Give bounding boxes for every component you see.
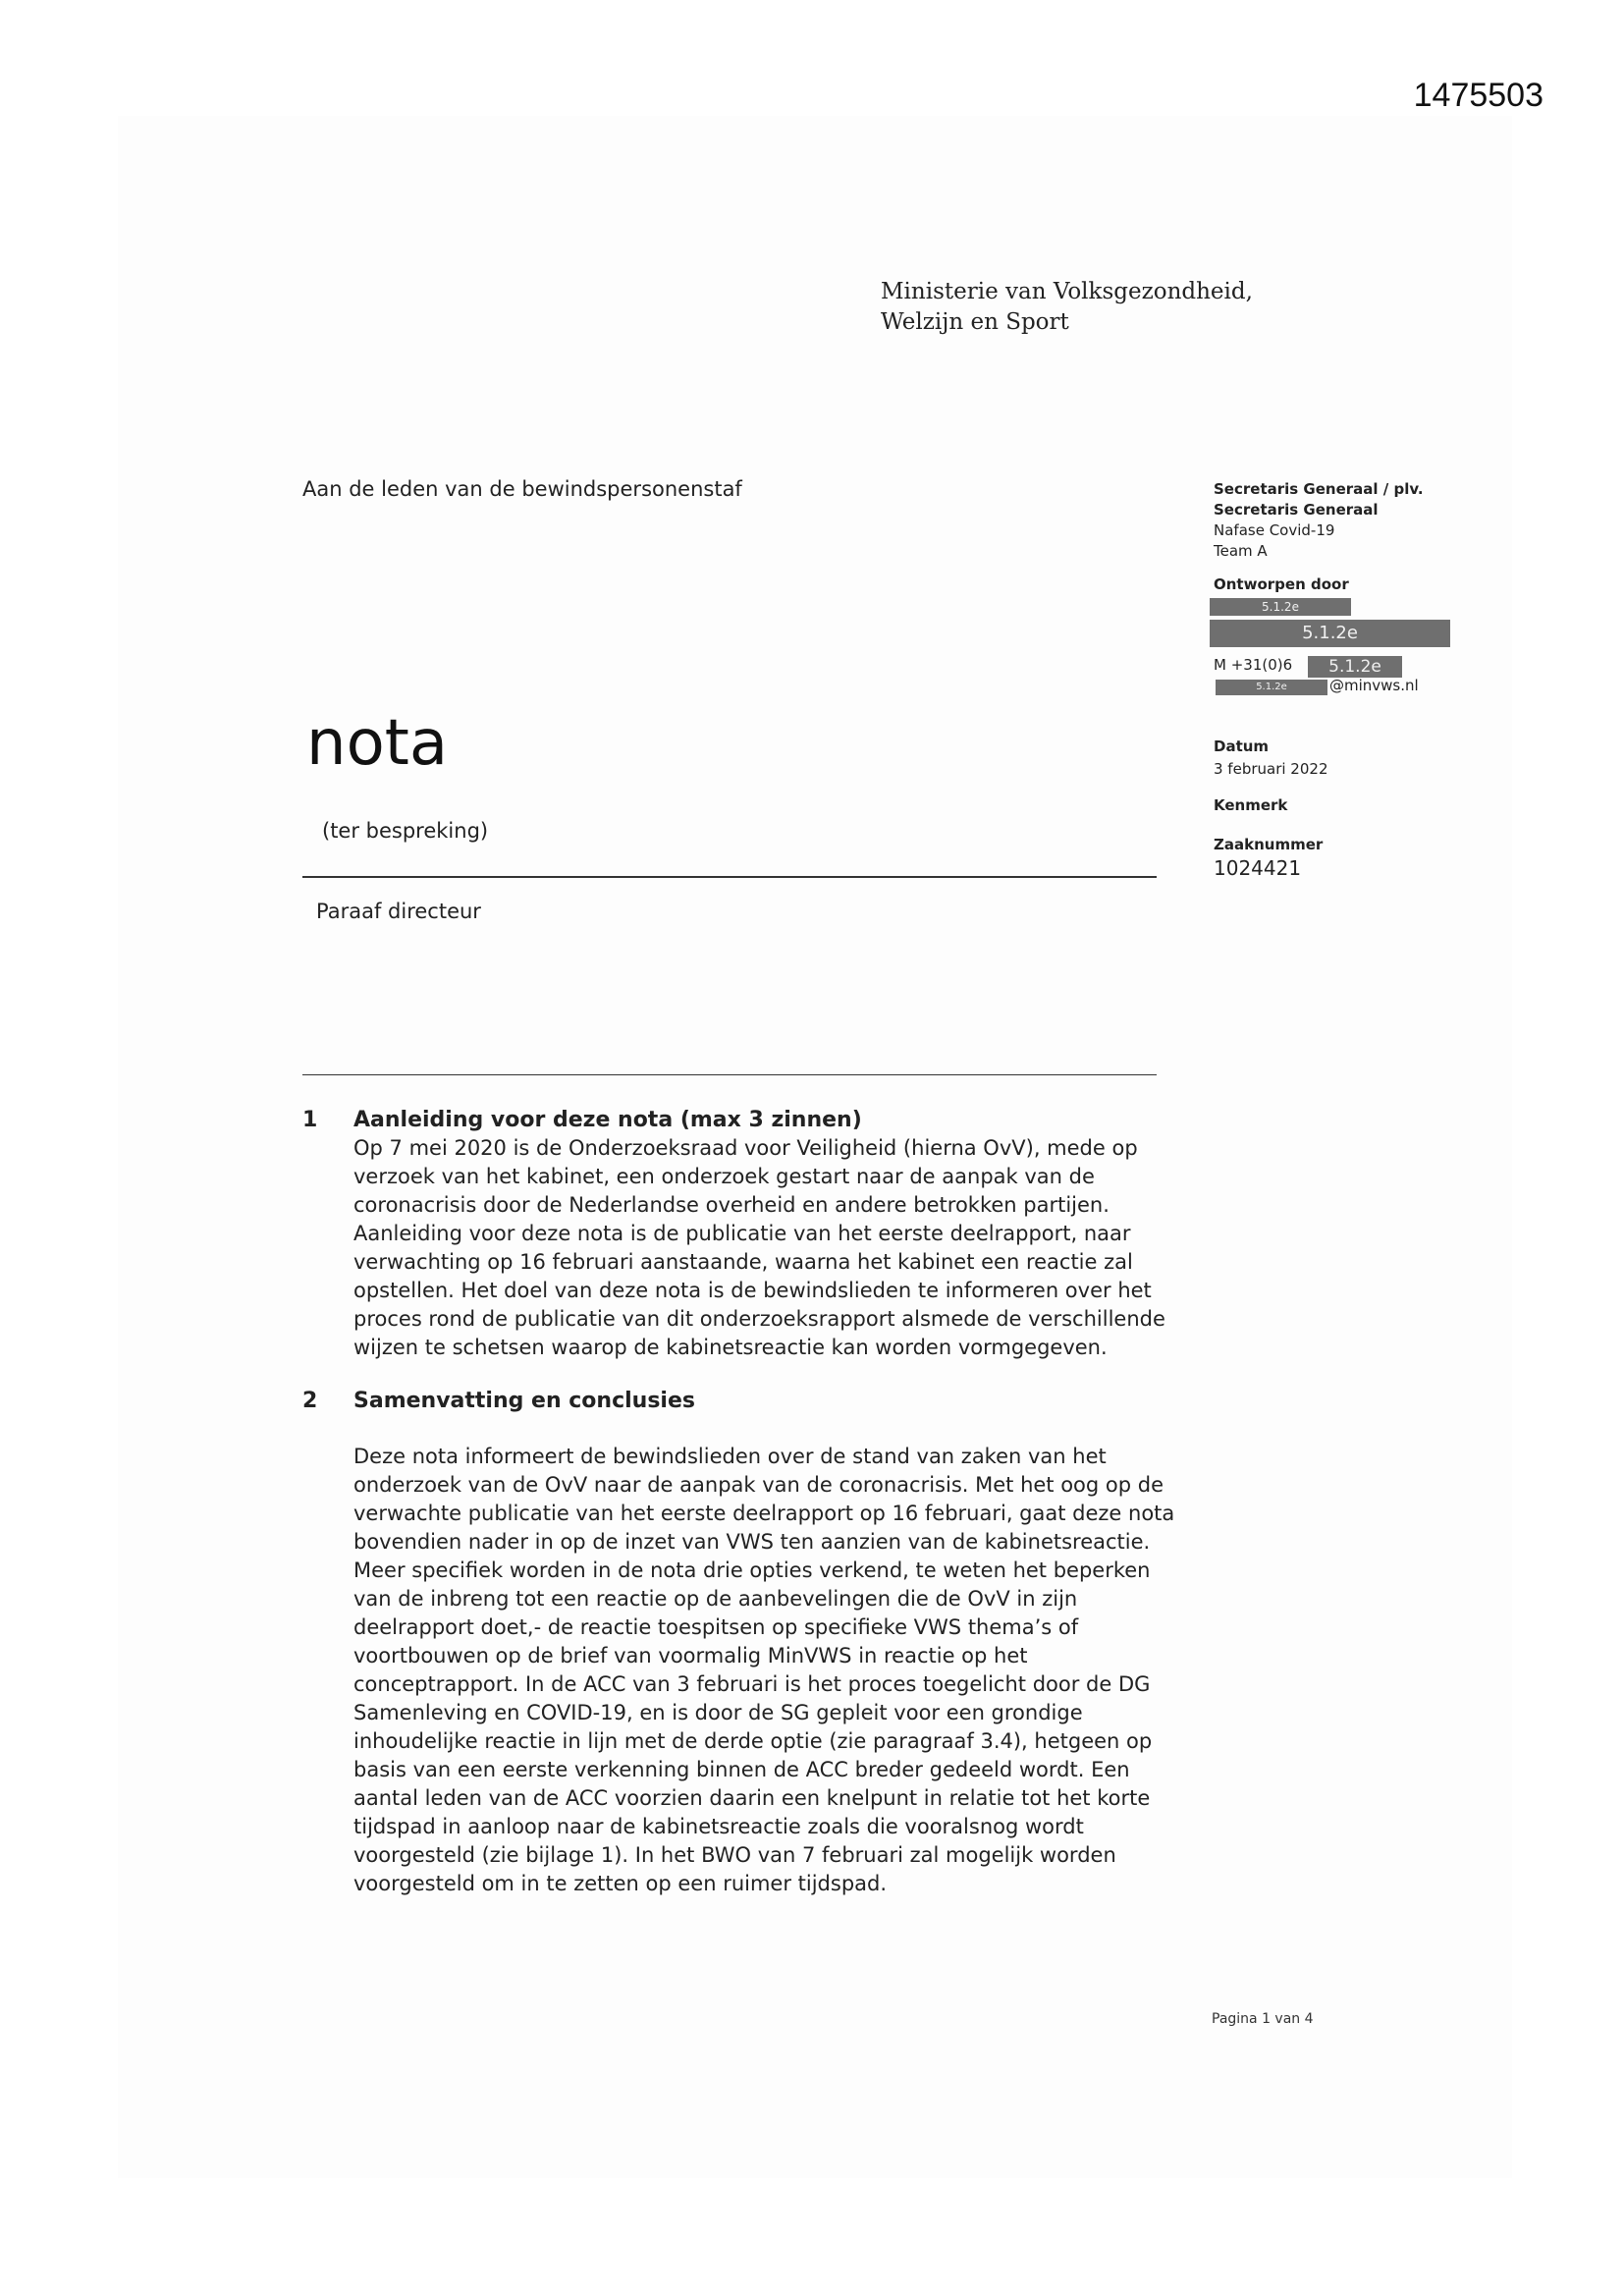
document-number: 1475503 <box>1413 77 1543 114</box>
sidebar-case-number-value: 1024421 <box>1214 856 1302 880</box>
ministry-logo-text <box>881 277 1253 338</box>
divider-bottom <box>302 1074 1157 1075</box>
redaction-bar: 5.1.2e <box>1210 620 1450 647</box>
ministry-line-1: Ministerie van Volksgezondheid, <box>881 279 1253 304</box>
section-2 <box>302 1387 1186 1898</box>
sidebar-date-label: Datum <box>1214 738 1270 755</box>
redaction-bar: 5.1.2e <box>1210 598 1351 616</box>
sidebar-org-line-1: Secretaris Generaal / plv. <box>1214 480 1424 498</box>
sidebar-date-value: 3 februari 2022 <box>1214 760 1328 778</box>
ministry-line-2: Welzijn en Sport <box>881 309 1069 335</box>
section-body: Op 7 mei 2020 is de Onderzoeksraad voor Veiligheid (hierna OvV), mede op verzoek van het kabinet, een onderzoek gestart naar de aanpak van de coronacrisis door de Nederlandse overheid en andere betrokken partijen. Aanleiding voor deze nota is de publicatie van het eerste deelrapport, naar verwachting op 16 februari aanstaande, waarna het kabinet een reactie zal opstellen. Het doel van deze nota is de bewindslieden te informeren over het proces rond de publicatie van dit onderzoeksrapport alsmede de verschillende wijzen te schetsen waarop de kabinetsreactie kan worden vormgegeven. <box>353 1136 1165 1359</box>
document-title: nota <box>306 707 449 780</box>
section-heading <box>302 1106 1186 1134</box>
paraaf-label: Paraaf directeur <box>316 900 481 923</box>
section-heading <box>302 1387 1186 1415</box>
sidebar-reference-label: Kenmerk <box>1214 796 1288 814</box>
sidebar-drafted-by-label: Ontworpen door <box>1214 575 1349 593</box>
section-title: Aanleiding voor deze nota (max 3 zinnen) <box>353 1108 862 1132</box>
sidebar-phone-prefix: M +31(0)6 <box>1214 656 1293 674</box>
redaction-bar: 5.1.2e <box>1216 680 1327 695</box>
sidebar-team: Team A <box>1214 542 1268 560</box>
sidebar-dept: Nafase Covid-19 <box>1214 521 1335 539</box>
section-number: 2 <box>302 1389 318 1413</box>
sidebar-org-block <box>1214 479 1424 562</box>
section-number: 1 <box>302 1108 318 1132</box>
section-1 <box>302 1106 1186 1362</box>
section-title: Samenvatting en conclusies <box>353 1389 695 1413</box>
page-number: Pagina 1 van 4 <box>1212 2011 1314 2027</box>
sidebar-email-suffix: @minvws.nl <box>1329 677 1419 694</box>
redaction-bar: 5.1.2e <box>1308 656 1402 678</box>
sidebar-case-number-label: Zaaknummer <box>1214 836 1324 853</box>
section-body: Deze nota informeert de bewindslieden over de stand van zaken van het onderzoek van de OvV naar de aanpak van de coronacrisis. Met het oog op de verwachte publicatie van het eerste deelrapport op 16 februari, gaat deze nota bovendien nader in op de inzet van VWS ten aanzien van de kabinetsreactie. Meer specifiek worden in de nota drie opties verkend, te weten het beperken van de inbreng tot een reactie op de aanbevelingen die de OvV in zijn deelrapport doet,- de reactie toespitsen op specifieke VWS thema’s of voortbouwen op de brief van voormalig MinVWS in reactie op het conceptrapport. In de ACC van 3 februari is het proces toegelicht door de DG Samenleving en COVID-19, en is door de SG gepleit voor een grondige inhoudelijke reactie in lijn met de derde optie (zie paragraaf 3.4), hetgeen op basis van een eerste verkenning binnen de ACC breder gedeeld wordt. Een aantal leden van de ACC voorzien daarin een knelpunt in relatie tot het korte tijdspad in aanloop naar de kabinetsreactie zoals die vooralsnog wordt voorgesteld (zie bijlage 1). In het BWO van 7 februari zal mogelijk worden voorgesteld om in te zetten op een ruimer tijdspad. <box>353 1445 1175 1895</box>
addressee: Aan de leden van de bewindspersonenstaf <box>302 477 742 501</box>
divider-top <box>302 876 1157 878</box>
document-subtitle: (ter bespreking) <box>322 819 489 843</box>
sidebar-org-line-2: Secretaris Generaal <box>1214 501 1379 519</box>
